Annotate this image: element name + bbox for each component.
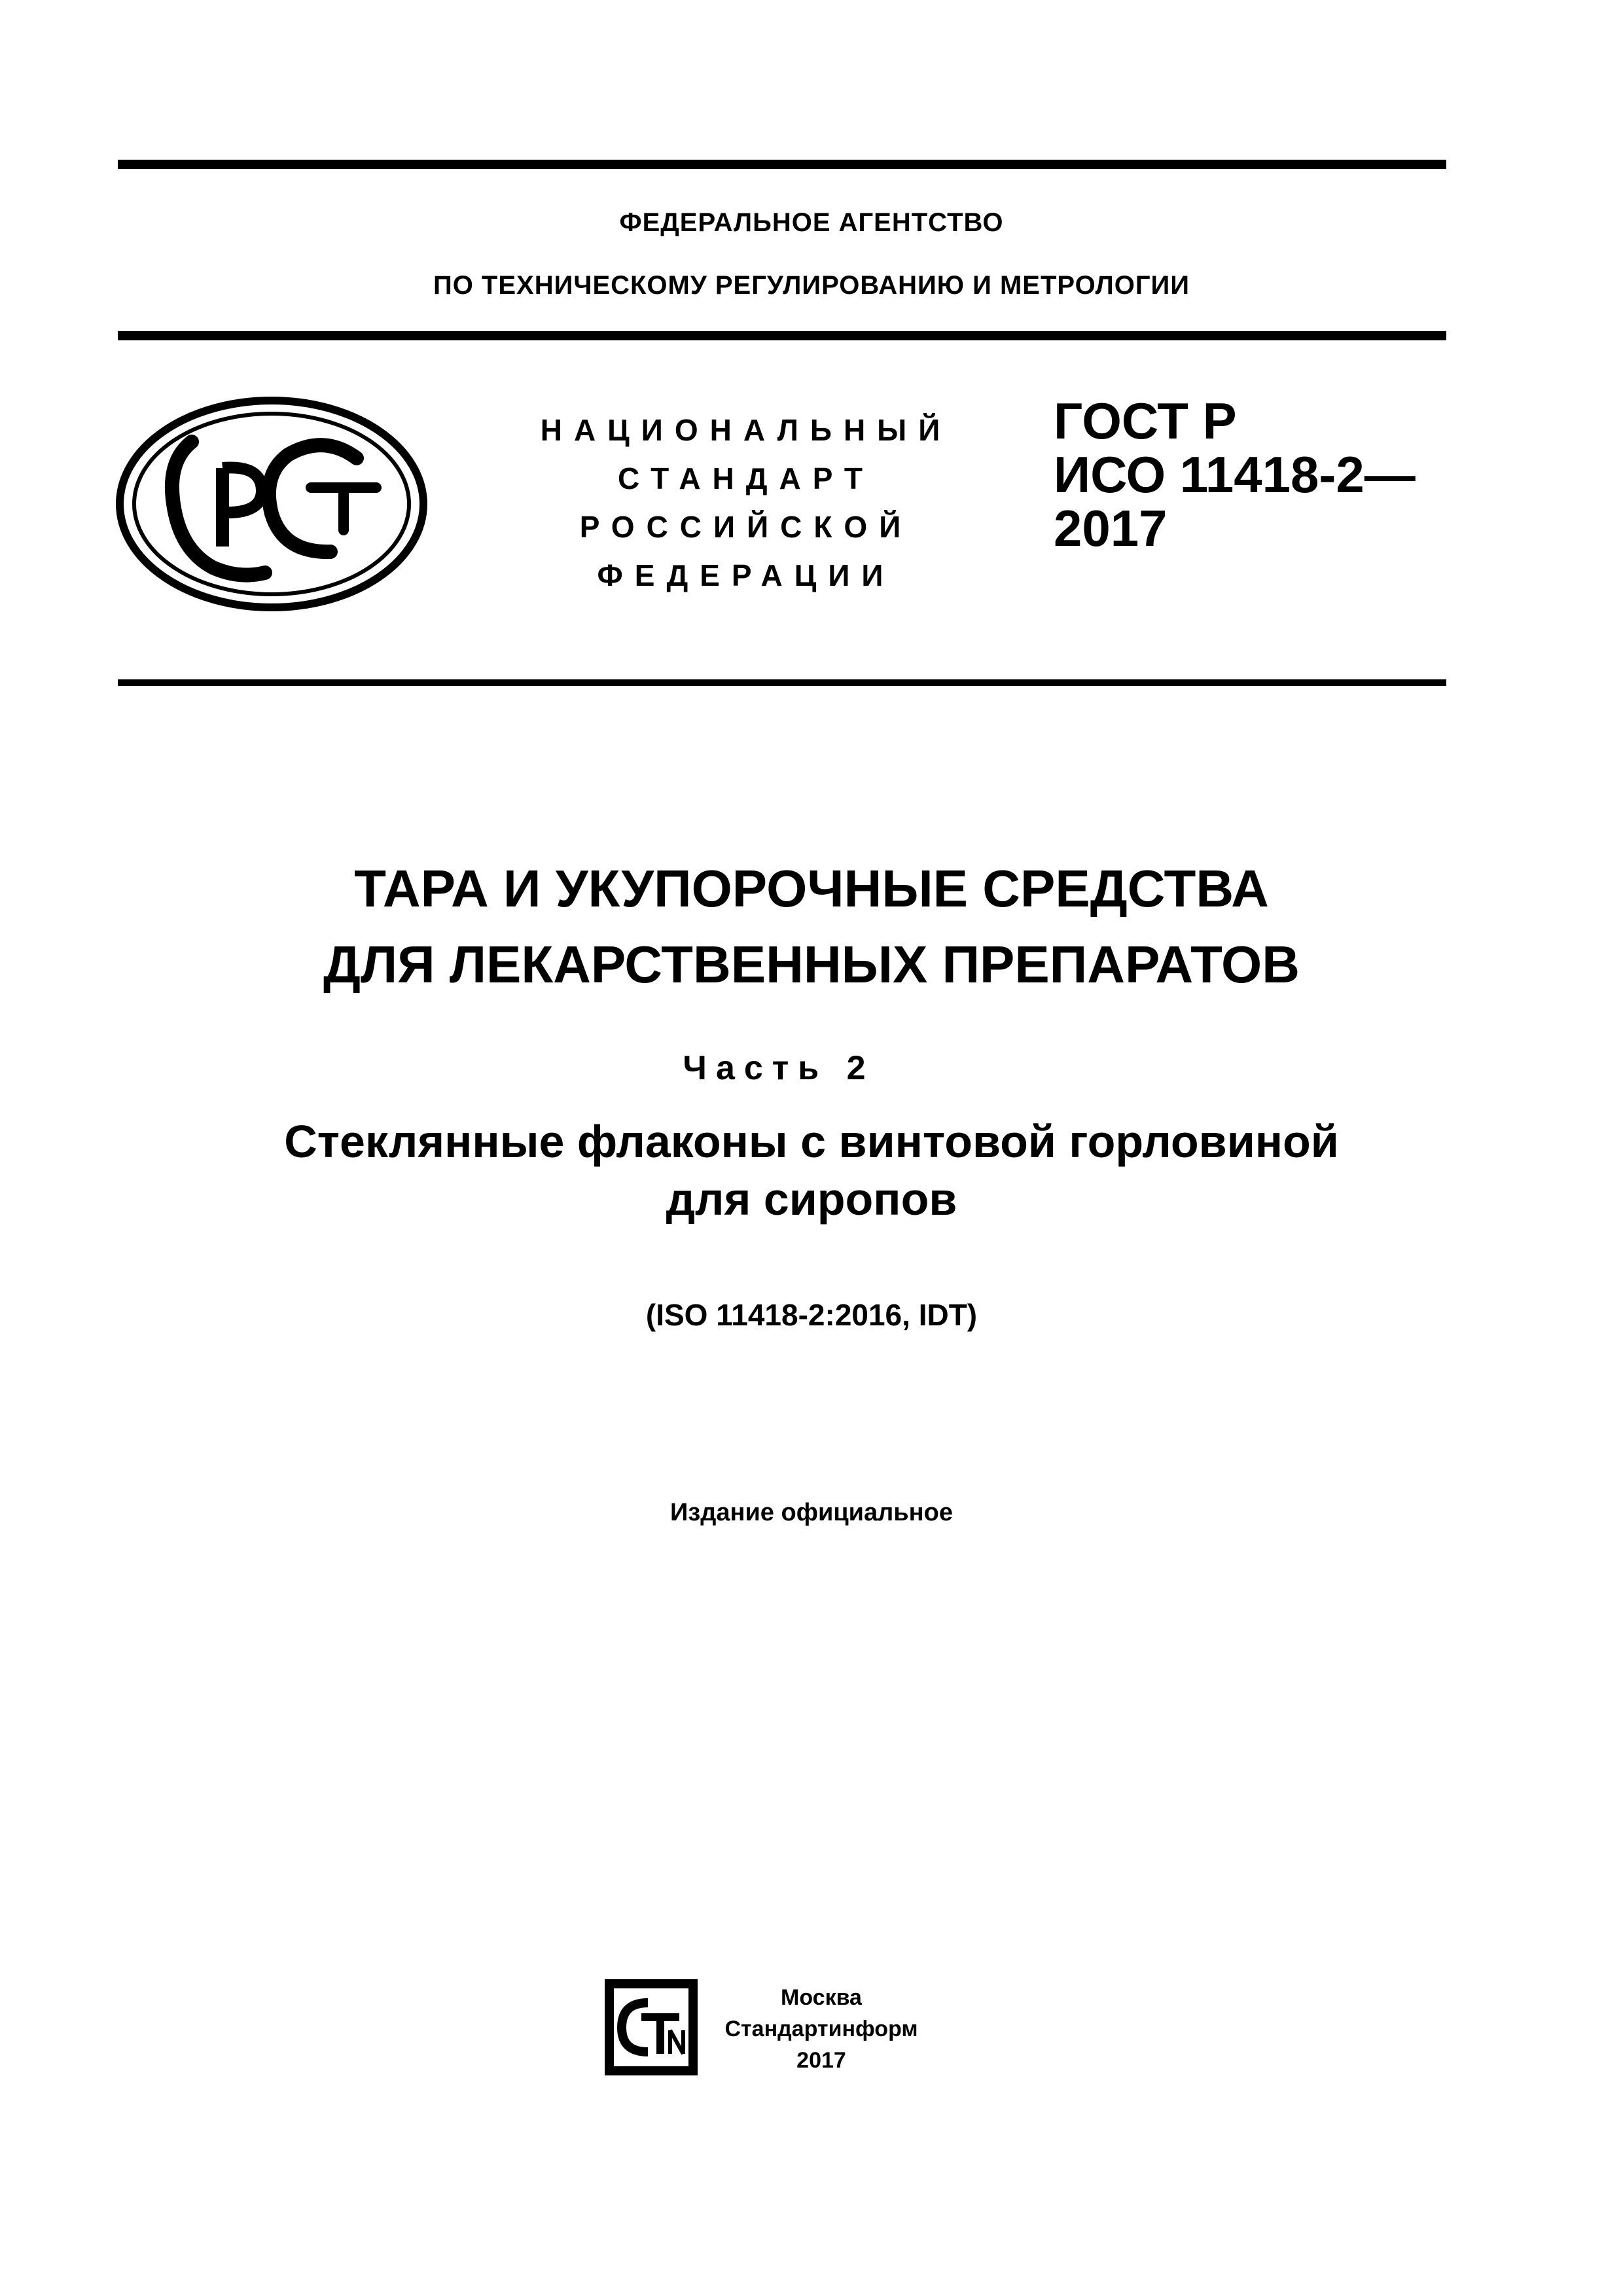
iso-reference: (ISO 11418-2:2016, IDT) [645, 1298, 978, 1332]
subtitle-line1: Стеклянные флаконы с винтовой горловиной [284, 1116, 1339, 1167]
subtitle-line2: для сиропов [666, 1174, 957, 1225]
agency-name-line1: ФЕДЕРАЛЬНОЕ АГЕНТСТВО [619, 208, 1004, 237]
publisher-name: Стандартинформ [724, 2017, 918, 2041]
agency-name-line2: ПО ТЕХНИЧЕСКОМУ РЕГУЛИРОВАНИЮ И МЕТРОЛОГИИ [433, 271, 1190, 300]
national-standard-line1: НАЦИОНАЛЬНЫЙ [540, 413, 952, 447]
standartinform-logo-icon [602, 1977, 700, 2078]
edition-label: Издание официальное [670, 1499, 953, 1526]
header-rule [118, 331, 1446, 340]
designation-line1: ГОСТ Р [1054, 392, 1237, 450]
designation-line2: ИСО 11418-2— [1054, 446, 1416, 503]
designation-line3: 2017 [1054, 499, 1168, 557]
national-standard-label [517, 406, 975, 600]
publisher-year: 2017 [796, 2048, 846, 2073]
rst-certification-mark-icon [115, 396, 429, 612]
national-standard-line4: ФЕДЕРАЦИИ [597, 558, 895, 592]
title-line1: ТАРА И УКУПОРОЧНЫЕ СРЕДСТВА [354, 859, 1269, 918]
part-label: Часть 2 [683, 1049, 875, 1087]
top-rule [118, 160, 1446, 169]
publisher-block [713, 1982, 929, 2076]
publisher-city: Москва [781, 1985, 862, 2010]
national-standard-line3: РОССИЙСКОЙ [579, 510, 913, 544]
document-title [0, 851, 1623, 1003]
national-standard-line2: СТАНДАРТ [618, 461, 874, 495]
standard-designation [1054, 394, 1416, 555]
header-bottom-rule [118, 679, 1446, 686]
document-subtitle [0, 1113, 1623, 1228]
title-line2: ДЛЯ ЛЕКАРСТВЕННЫХ ПРЕПАРАТОВ [323, 935, 1300, 994]
